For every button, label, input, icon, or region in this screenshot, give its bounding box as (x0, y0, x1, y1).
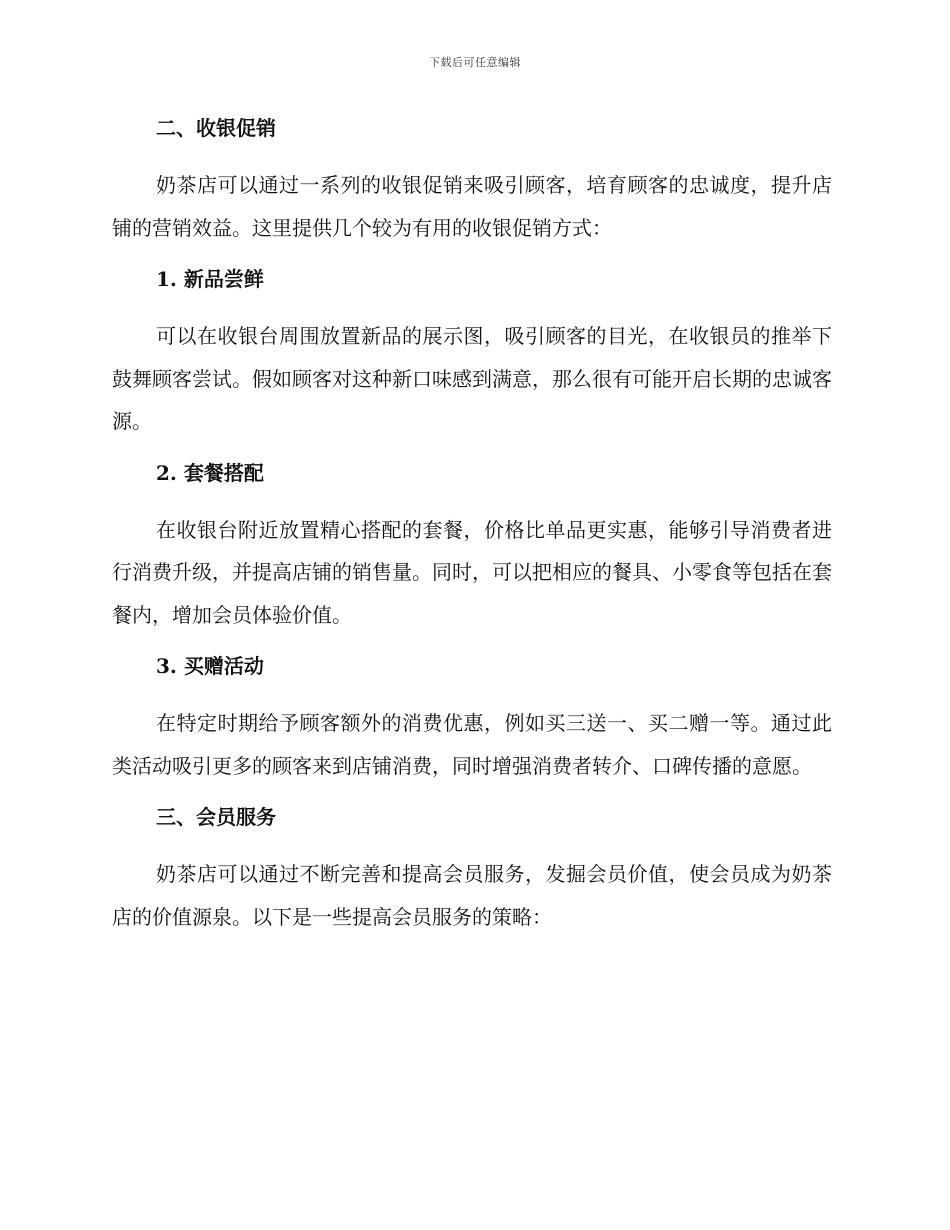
item-body-new-product-tasting: 可以在收银台周围放置新品的展示图，吸引顾客的目光，在收银员的推举下鼓舞顾客尝试。假如顾客对这种新口味感到满意，那么很有可能开启长期的忠诚客源。 (112, 324, 832, 433)
section-intro-cashier-promotion: 奶茶店可以通过一系列的收银促销来吸引顾客，培育顾客的忠诚度，提升店铺的营销效益。这里提供几个较为有用的收银促销方式： (112, 173, 832, 240)
item-body-combo-package: 在收银台附近放置精心搭配的套餐，价格比单品更实惠，能够引导消费者进行消费升级，并提高店铺的销售量。同时，可以把相应的餐具、小零食等包括在套餐内，增加会员体验价值。 (112, 517, 832, 627)
section-intro-member-service: 奶茶店可以通过不断完善和提高会员服务，发掘会员价值，使会员成为奶茶店的价值源泉。以下是一些提高会员服务的策略： (112, 862, 832, 929)
item-body-buy-gift-activity: 在特定时期给予顾客额外的消费优惠，例如买三送一、买二赠一等。通过此类活动吸引更多的顾客来到店铺消费，同时增强消费者转介、口碑传播的意愿。 (112, 711, 832, 778)
item-heading-buy-gift-activity: 3. 买赠活动 (156, 654, 264, 678)
item-heading-combo-package: 2. 套餐搭配 (156, 460, 264, 485)
section-heading-cashier-promotion: 二、收银促销 (156, 116, 276, 140)
section-heading-member-service: 三、会员服务 (156, 805, 276, 829)
page-header-note: 下载后可任意编辑 (429, 56, 521, 69)
document-body (112, 110, 832, 938)
item-heading-new-product-tasting: 1. 新品尝鲜 (156, 267, 264, 291)
